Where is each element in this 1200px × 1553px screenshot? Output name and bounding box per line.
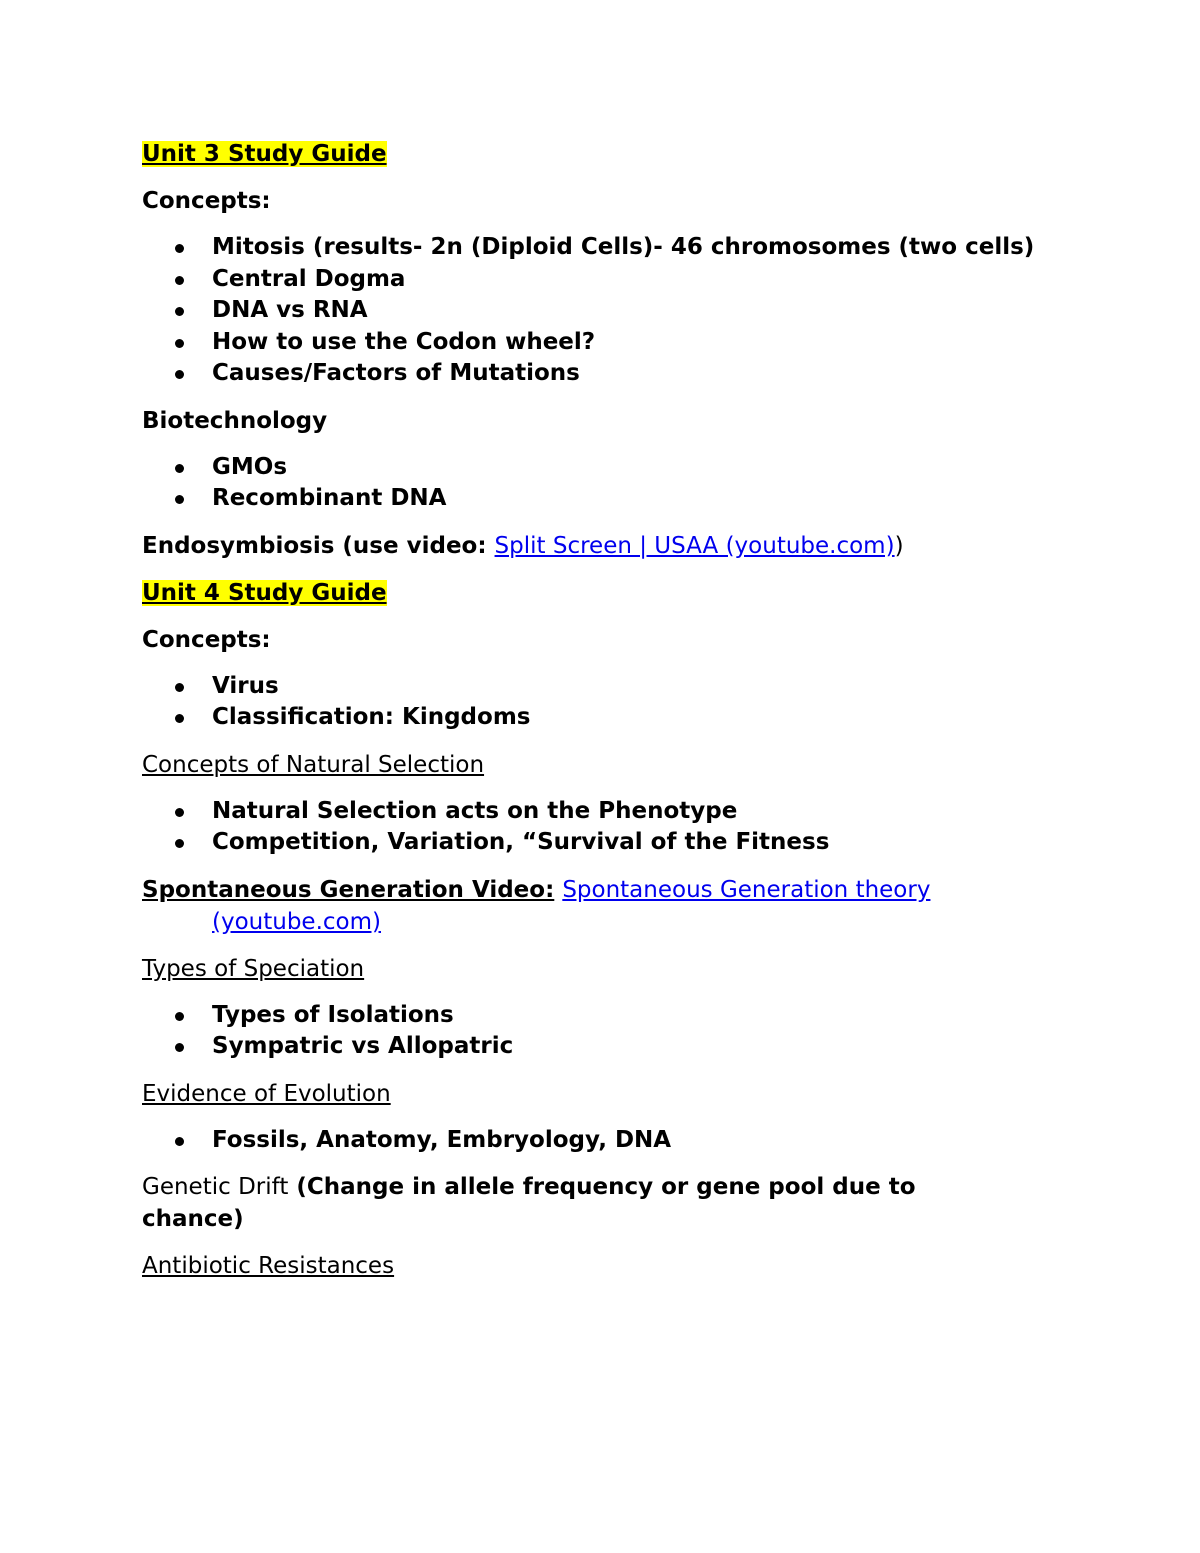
genetic-drift-text: (Change in allele frequency or gene pool due to chance) <box>142 1174 916 1232</box>
endosymbiosis-label: Endosymbiosis (use video: <box>142 532 495 559</box>
list-item: Classification: Kingdoms <box>142 702 1102 734</box>
unit3-heading <box>142 138 1102 170</box>
unit3-concepts-list <box>142 232 1102 390</box>
spontaneous-generation-link-cont[interactable]: (youtube.com) <box>212 908 381 935</box>
spontaneous-generation-link[interactable]: Spontaneous Generation theory <box>562 876 931 903</box>
list-item: GMOs <box>142 452 1102 484</box>
list-item: Competition, Variation, “Survival of the Fitness <box>142 827 1102 859</box>
list-item: Sympatric vs Allopatric <box>142 1031 1102 1063</box>
unit4-concepts-list <box>142 671 1102 734</box>
genetic-drift-label: Genetic Drift <box>142 1174 289 1200</box>
list-item: Types of Isolations <box>142 1000 1102 1032</box>
unit4-title: Unit 4 Study Guide <box>142 579 387 606</box>
document-page <box>142 138 1102 1282</box>
bullet-icon <box>175 370 184 379</box>
bullet-icon <box>175 808 184 817</box>
list-item: Virus <box>142 671 1102 703</box>
biotechnology-label: Biotechnology <box>142 407 328 434</box>
biotechnology-list <box>142 452 1102 515</box>
bullet-icon <box>175 244 184 253</box>
bullet-icon <box>175 683 184 692</box>
speciation-heading: Types of Speciation <box>142 955 365 982</box>
list-item: Recombinant DNA <box>142 483 1102 515</box>
endosymbiosis-close: ) <box>894 532 904 559</box>
genetic-drift-line <box>142 1171 972 1235</box>
list-item: How to use the Codon wheel? <box>142 327 1102 359</box>
unit3-concepts-label: Concepts: <box>142 188 271 214</box>
bullet-icon <box>175 339 184 348</box>
bullet-icon <box>175 495 184 504</box>
natural-selection-heading: Concepts of Natural Selection <box>142 751 485 778</box>
unit3-title: Unit 3 Study Guide <box>142 141 387 167</box>
spontaneous-generation-label: Spontaneous Generation Video: <box>142 876 555 903</box>
bullet-icon <box>175 1043 184 1052</box>
bullet-icon <box>175 464 184 473</box>
bullet-icon <box>175 307 184 316</box>
list-item: Natural Selection acts on the Phenotype <box>142 796 1102 828</box>
bullet-icon <box>175 276 184 285</box>
unit4-concepts-label: Concepts: <box>142 626 271 653</box>
bullet-icon <box>175 1012 184 1021</box>
list-item: Central Dogma <box>142 264 1102 296</box>
list-item: Mitosis (results- 2n (Diploid Cells)- 46 chromosomes (two cells) <box>142 232 1102 264</box>
evidence-heading: Evidence of Evolution <box>142 1080 391 1107</box>
bullet-icon <box>175 839 184 848</box>
speciation-list <box>142 1000 1102 1063</box>
bullet-icon <box>175 714 184 723</box>
antibiotic-heading: Antibiotic Resistances <box>142 1253 395 1279</box>
endosymbiosis-line <box>142 530 1102 562</box>
usaa-video-link[interactable]: Split Screen | USAA (youtube.com) <box>494 532 895 559</box>
list-item: DNA vs RNA <box>142 295 1102 327</box>
list-item: Fossils, Anatomy, Embryology, DNA <box>142 1125 1102 1157</box>
natural-selection-list <box>142 796 1102 859</box>
unit4-heading <box>142 577 1102 609</box>
bullet-icon <box>175 1137 184 1146</box>
evidence-list <box>142 1125 1102 1157</box>
spontaneous-generation-line <box>142 874 1102 938</box>
list-item: Causes/Factors of Mutations <box>142 358 1102 390</box>
